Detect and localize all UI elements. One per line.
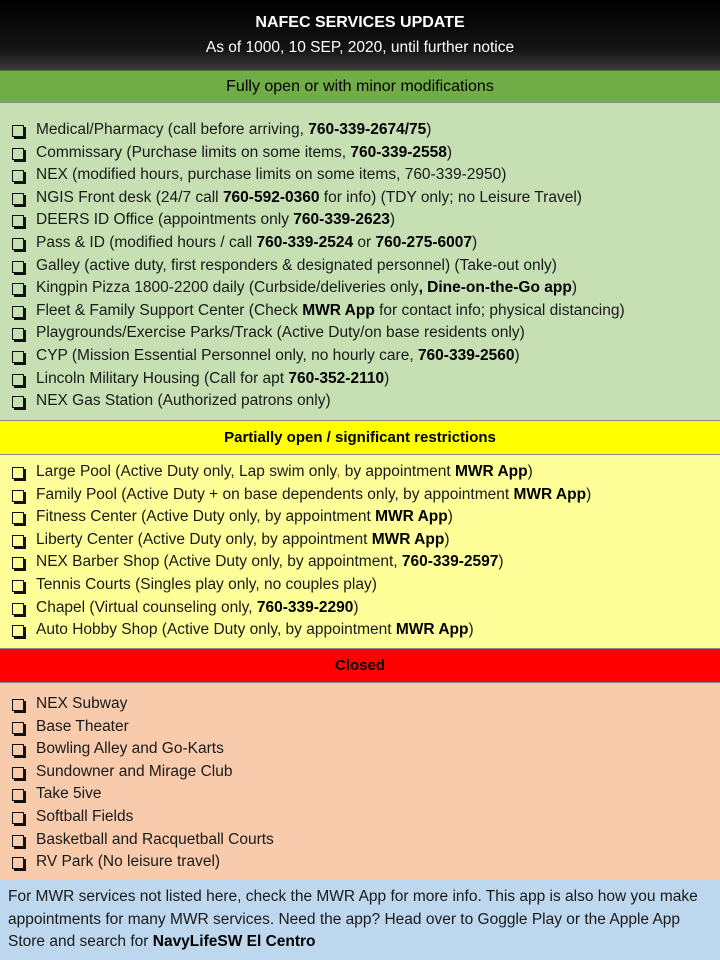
checkbox-icon (12, 351, 24, 363)
list-item: Medical/Pharmacy (call before arriving, 760-339-2674/75) (0, 119, 720, 142)
list-item: Lincoln Military Housing (Call for apt 760-352-2110) (0, 368, 720, 391)
list-item: Pass & ID (modified hours / call 760-339-2524 or 760-275-6007) (0, 232, 720, 255)
footer-text: For MWR services not listed here, check the MWR App for more info. This app is also how you make appointments for many MWR services. Need the app? Head over to Goggle Play or the Apple App Store and search for (8, 888, 698, 950)
footer-note (0, 880, 720, 960)
list-item: Family Pool (Active Duty + on base dependents only, by appointment MWR App) (0, 484, 720, 507)
checkbox-icon (12, 148, 24, 160)
list-item: Take 5ive (0, 783, 720, 806)
list-item: Softball Fields (0, 806, 720, 829)
checkbox-icon (12, 261, 24, 273)
list-item: Kingpin Pizza 1800-2200 daily (Curbside/deliveries only, Dine-on-the-Go app) (0, 277, 720, 300)
list-item: Base Theater (0, 716, 720, 739)
list-item: Fleet & Family Support Center (Check MWR App for contact info; physical distancing) (0, 300, 720, 323)
list-item: Chapel (Virtual counseling only, 760-339-2290) (0, 597, 720, 620)
list-item: Galley (active duty, first responders & designated personnel) (Take-out only) (0, 255, 720, 278)
list-item: NEX Barber Shop (Active Duty only, by appointment, 760-339-2597) (0, 551, 720, 574)
closed-section-header: Closed (0, 648, 720, 683)
checkbox-icon (12, 535, 24, 547)
list-item: Bowling Alley and Go-Karts (0, 738, 720, 761)
checkbox-icon (12, 625, 24, 637)
list-item: Fitness Center (Active Duty only, by appointment MWR App) (0, 506, 720, 529)
checkbox-icon (12, 512, 24, 524)
checkbox-icon (12, 744, 24, 756)
checkbox-icon (12, 767, 24, 779)
checkbox-icon (12, 603, 24, 615)
checkbox-icon (12, 306, 24, 318)
footer-app-name: NavyLifeSW El Centro (152, 933, 316, 950)
checkbox-icon (12, 557, 24, 569)
list-item: Basketball and Racquetball Courts (0, 829, 720, 852)
open-section (0, 103, 720, 420)
list-item: Liberty Center (Active Duty only, by appointment MWR App) (0, 529, 720, 552)
checkbox-icon (12, 467, 24, 479)
checkbox-icon (12, 238, 24, 250)
checkbox-icon (12, 699, 24, 711)
checkbox-icon (12, 193, 24, 205)
list-item: NEX (modified hours, purchase limits on some items, 760-339-2950) (0, 164, 720, 187)
partial-section-header: Partially open / significant restrictions (0, 420, 720, 455)
checkbox-icon (12, 490, 24, 502)
page-title: NAFEC SERVICES UPDATE (255, 14, 465, 31)
checkbox-icon (12, 215, 24, 227)
checkbox-icon (12, 283, 24, 295)
list-item: Commissary (Purchase limits on some items, 760-339-2558) (0, 142, 720, 165)
checkbox-icon (12, 812, 24, 824)
page-subtitle: As of 1000, 10 SEP, 2020, until further notice (205, 39, 515, 56)
checkbox-icon (12, 170, 24, 182)
checkbox-icon (12, 328, 24, 340)
list-item: DEERS ID Office (appointments only 760-339-2623) (0, 209, 720, 232)
checkbox-icon (12, 125, 24, 137)
checkbox-icon (12, 374, 24, 386)
list-item: Tennis Courts (Singles play only, no couples play) (0, 574, 720, 597)
list-item: NEX Gas Station (Authorized patrons only) (0, 390, 720, 413)
header-banner (0, 0, 720, 70)
list-item: Sundowner and Mirage Club (0, 761, 720, 784)
checkbox-icon (12, 857, 24, 869)
checkbox-icon (12, 722, 24, 734)
list-item: RV Park (No leisure travel) (0, 851, 720, 874)
list-item: Playgrounds/Exercise Parks/Track (Active Duty/on base residents only) (0, 322, 720, 345)
list-item: NGIS Front desk (24/7 call 760-592-0360 for info) (TDY only; no Leisure Travel) (0, 187, 720, 210)
list-item: CYP (Mission Essential Personnel only, no hourly care, 760-339-2560) (0, 345, 720, 368)
list-item: Auto Hobby Shop (Active Duty only, by appointment MWR App) (0, 619, 720, 642)
partial-section (0, 455, 720, 648)
checkbox-icon (12, 396, 24, 408)
closed-section (0, 683, 720, 880)
checkbox-icon (12, 789, 24, 801)
list-item: NEX Subway (0, 693, 720, 716)
checkbox-icon (12, 835, 24, 847)
checkbox-icon (12, 580, 24, 592)
open-section-header: Fully open or with minor modifications (0, 70, 720, 103)
list-item: Large Pool (Active Duty only, Lap swim only, by appointment MWR App) (0, 461, 720, 484)
